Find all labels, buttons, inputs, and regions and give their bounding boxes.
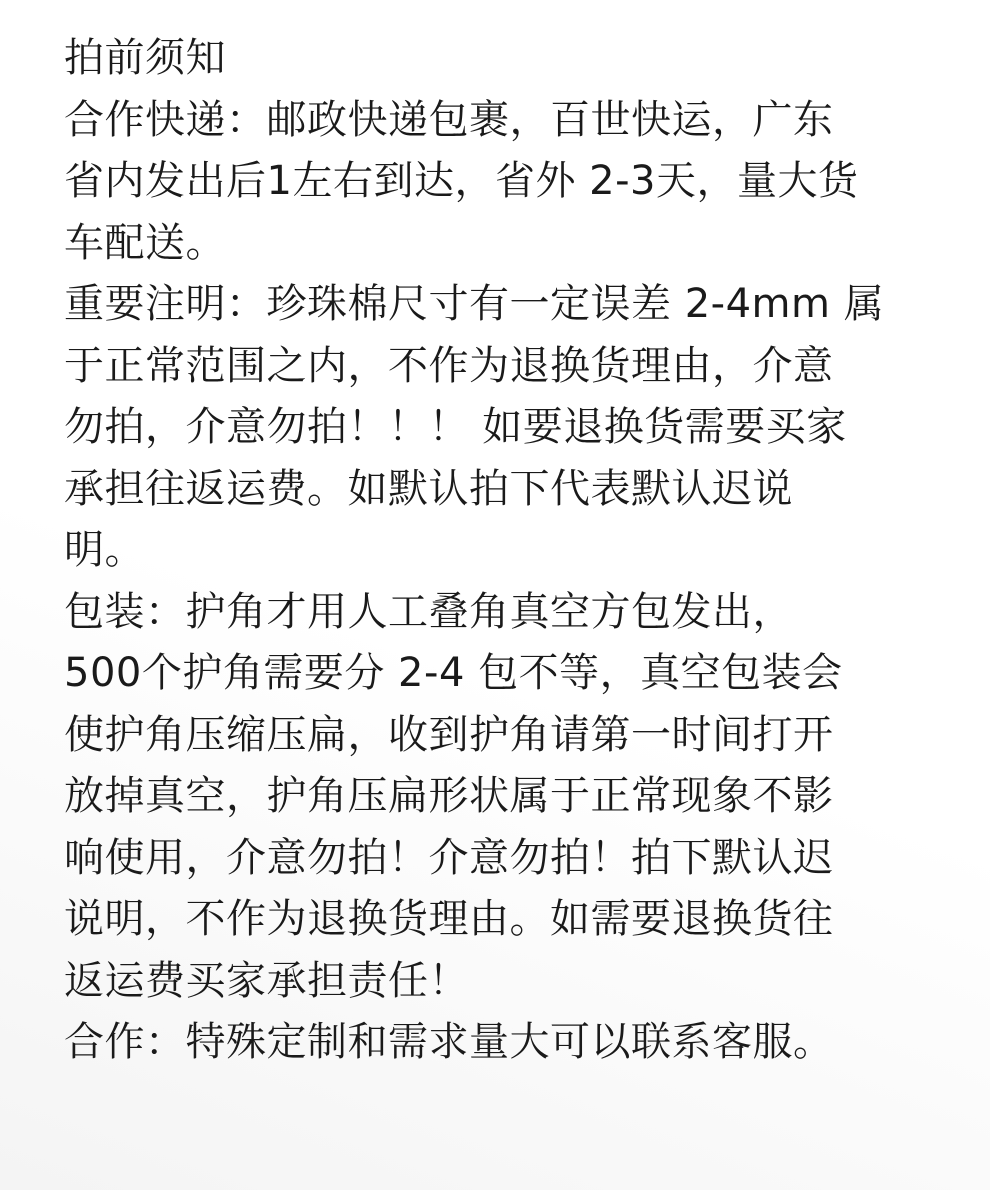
notice-text-block xyxy=(64,28,924,1074)
notice-line-shipping-1: 合作快递：邮政快递包裹，百世快运，广东 xyxy=(64,96,834,143)
notice-line-packaging-5: 响使用，介意勿拍！介意勿拍！拍下默认迟 xyxy=(64,834,834,881)
notice-line-important-2: 于正常范围之内，不作为退换货理由，介意 xyxy=(64,342,834,389)
notice-line-packaging-1: 包装：护角才用人工叠角真空方包发出， xyxy=(64,588,793,635)
notice-line-important-3: 勿拍，介意勿拍！！！ 如要退换货需要买家 xyxy=(64,404,847,450)
notice-line-important-5: 明。 xyxy=(64,527,145,573)
notice-line-packaging-7: 返运费买家承担责任！ xyxy=(64,957,469,1004)
notice-line-shipping-3: 车配送。 xyxy=(64,219,226,266)
notice-line-packaging-2: 500个护角需要分 2-4 包不等，真空包装会 xyxy=(64,650,843,696)
notice-line-important-1: 重要注明：珍珠棉尺寸有一定误差 2-4mm 属 xyxy=(64,281,885,327)
notice-line-important-4: 承担往返运费。如默认拍下代表默认迟说 xyxy=(64,465,793,512)
notice-line-packaging-3: 使护角压缩压扁，收到护角请第一时间打开 xyxy=(64,711,834,758)
notice-line-shipping-2: 省内发出后1左右到达，省外 2-3天，量大货 xyxy=(64,158,859,204)
notice-line-packaging-6: 说明，不作为退换货理由。如需要退换货往 xyxy=(64,896,834,942)
notice-title: 拍前须知 xyxy=(64,35,226,81)
notice-line-cooperation: 合作：特殊定制和需求量大可以联系客服。 xyxy=(64,1019,834,1065)
notice-line-packaging-4: 放掉真空，护角压扁形状属于正常现象不影 xyxy=(64,773,834,819)
